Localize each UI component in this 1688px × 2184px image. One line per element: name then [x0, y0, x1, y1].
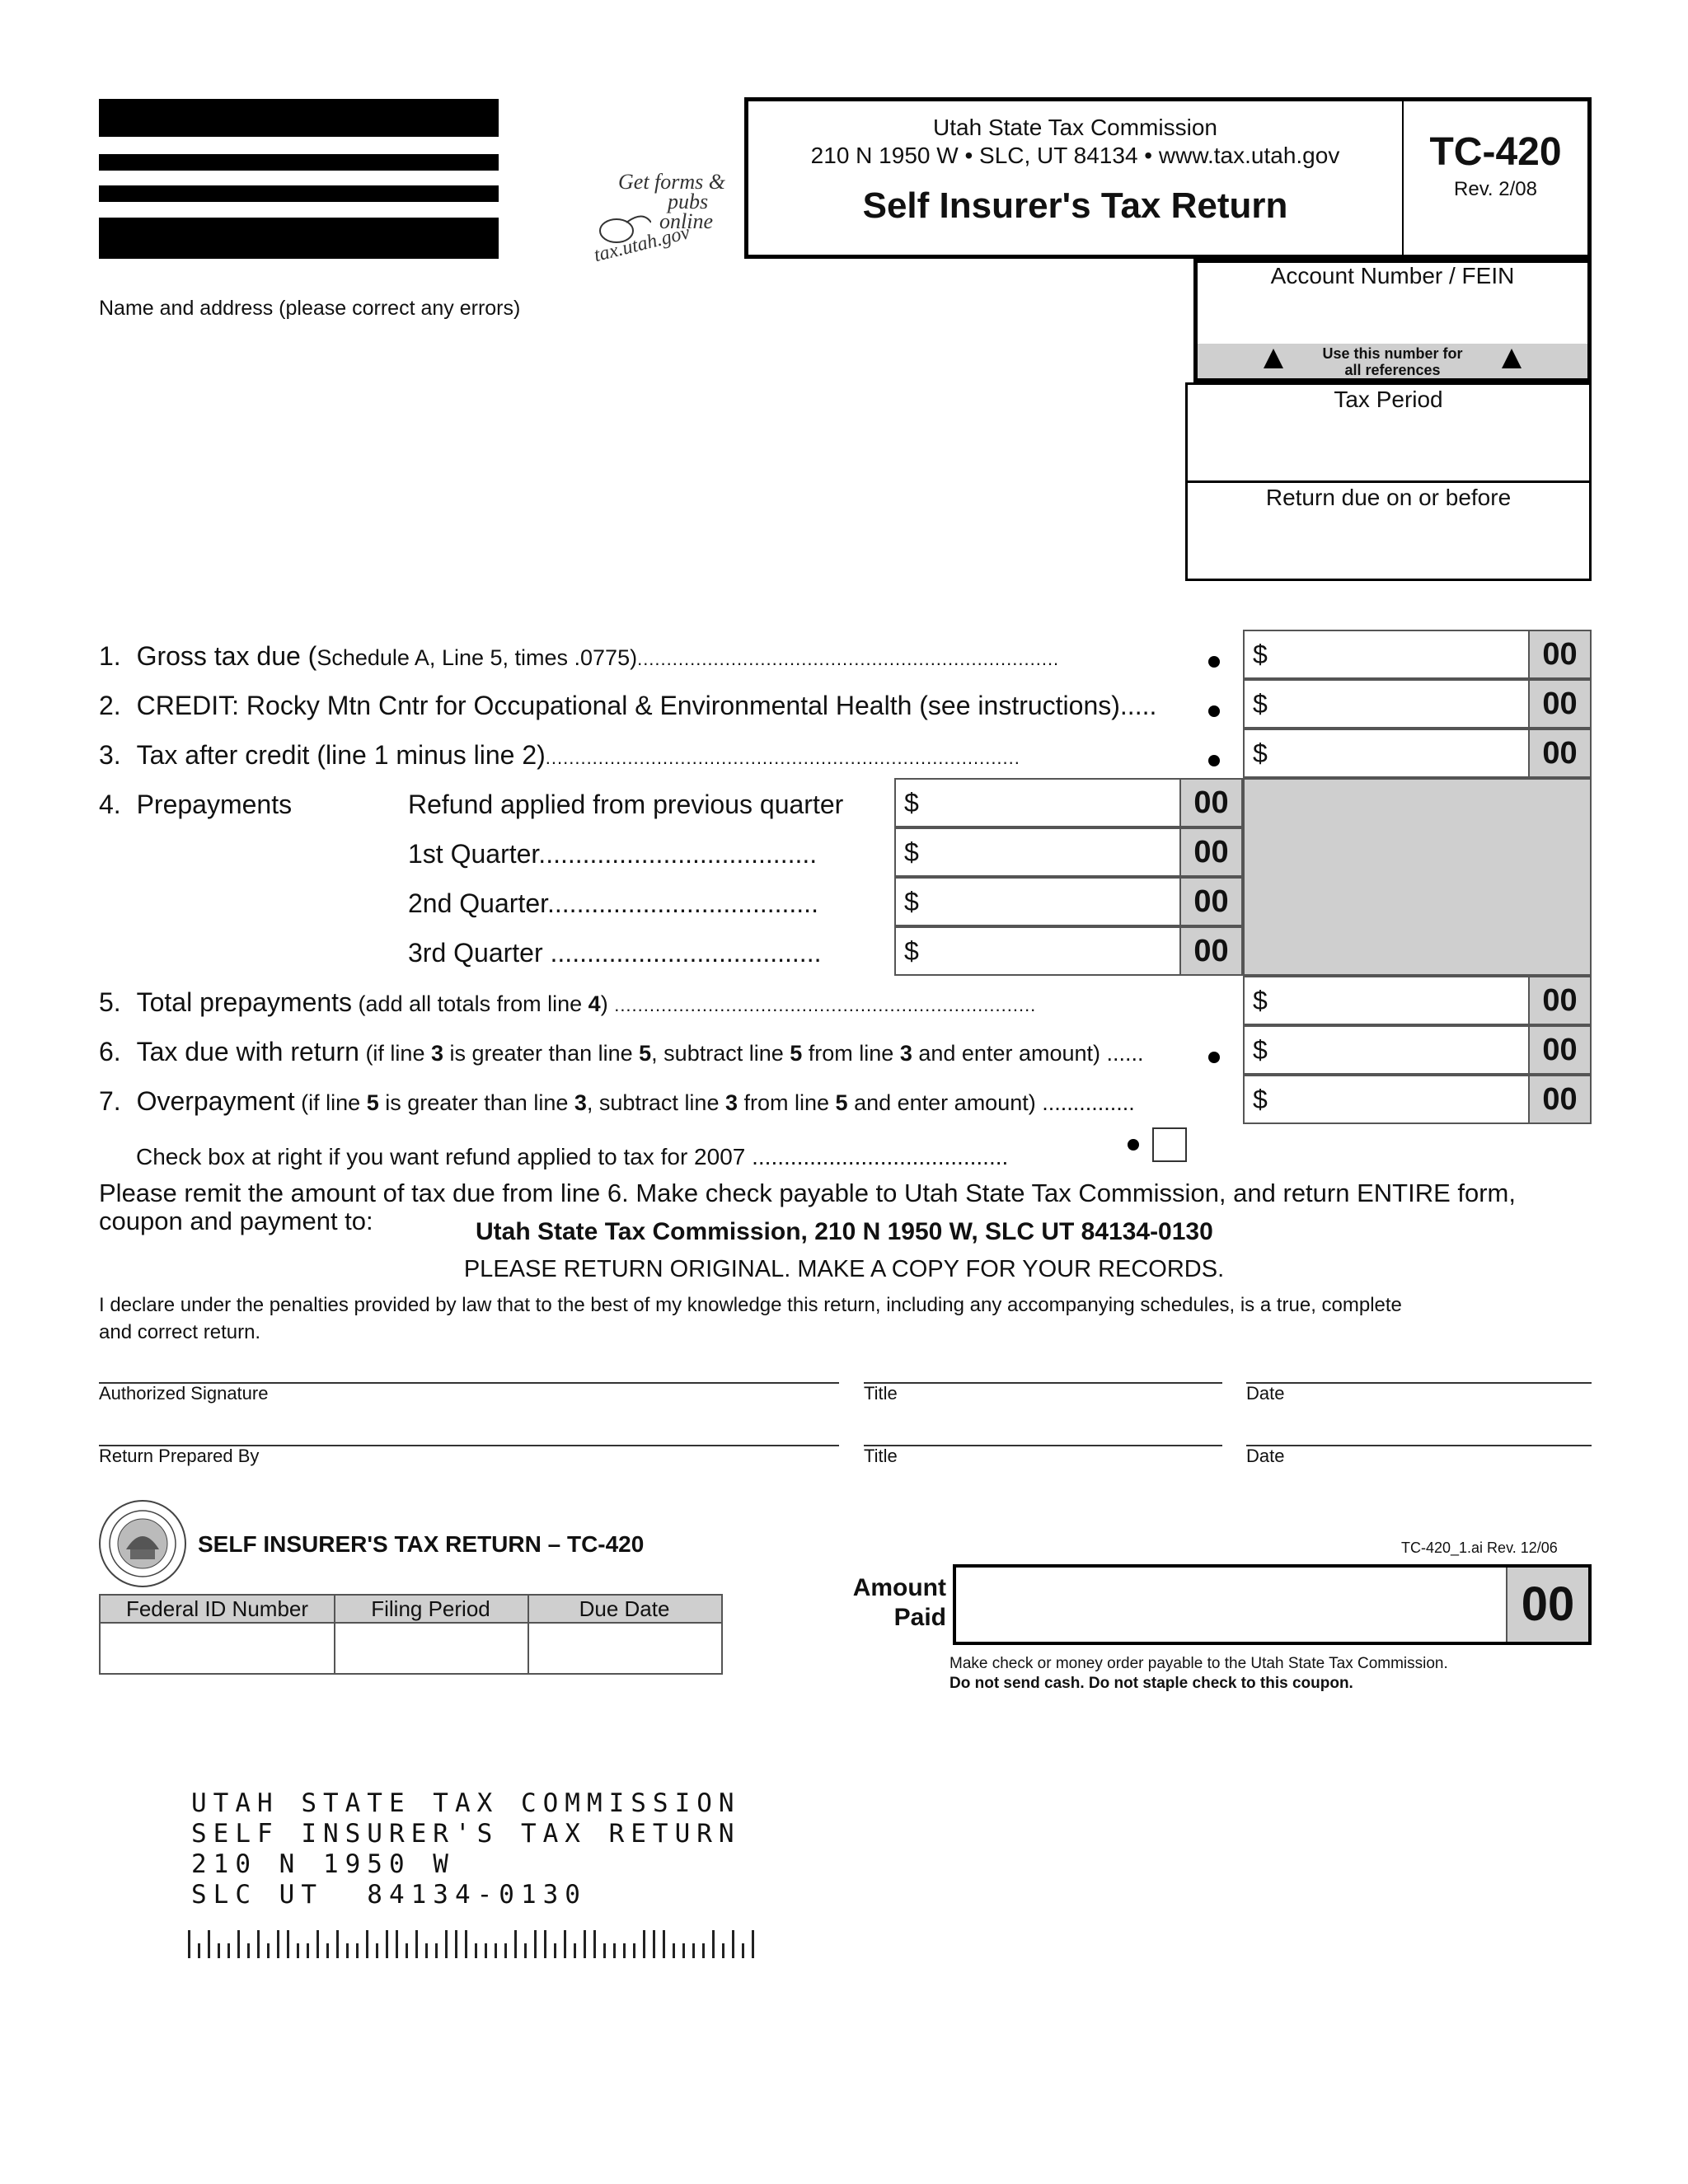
- line-6-b3: 5: [790, 1041, 803, 1066]
- line-5-dots: ........................................................................: [614, 995, 1037, 1015]
- prepay-row-q1-cents: 00: [1179, 829, 1241, 875]
- promo-line1: Get forms &: [618, 170, 725, 194]
- barcode-bar: [475, 1943, 477, 1958]
- line-1-detail: Schedule A, Line 5, times .0775): [316, 645, 638, 670]
- line-3-dots: .................................................................................: [545, 748, 1020, 768]
- account-number-label: Account Number / FEIN: [1270, 263, 1515, 288]
- line-6-t3: , subtract line: [651, 1041, 790, 1066]
- coupon-title: SELF INSURER'S TAX RETURN – TC-420: [198, 1531, 645, 1557]
- line-2-cents: 00: [1528, 681, 1590, 727]
- line-1-num: 1.: [99, 641, 121, 671]
- barcode-bar: [504, 1943, 507, 1958]
- state-seal-icon: [97, 1498, 188, 1589]
- prepay-row-q1-amount[interactable]: [894, 827, 1243, 877]
- line-7-dollar: $: [1253, 1085, 1268, 1114]
- line-5-num: 5.: [99, 987, 121, 1017]
- barcode-bar: [613, 1943, 616, 1958]
- barcode-bar: [415, 1930, 418, 1958]
- refund-checkbox-label: Check box at right if you want refund applied to tax for 2007 ........................................: [136, 1144, 1009, 1169]
- barcode-bar: [524, 1943, 527, 1958]
- line-4-label: Prepayments: [136, 790, 293, 819]
- account-note-line2: all references: [1344, 362, 1441, 378]
- line-6-b4: 3: [899, 1041, 912, 1066]
- line-7-t3: , subtract line: [586, 1090, 725, 1115]
- barcode-bar: [366, 1930, 368, 1958]
- prepayment-shade: [1243, 778, 1592, 976]
- line-3-amount[interactable]: [1243, 729, 1592, 778]
- address-bar-2: [99, 154, 499, 171]
- amount-paid-label-2: Paid: [893, 1604, 946, 1631]
- line-6-bullet: [1208, 1052, 1220, 1063]
- prepay-row-refund-cents: 00: [1179, 780, 1241, 826]
- mail-address-line1: UTAH STATE TAX COMMISSION: [191, 1788, 741, 1818]
- coupon-divider-2: [528, 1596, 529, 1673]
- amount-paid-box[interactable]: [953, 1564, 1592, 1645]
- title-label-1: Title: [864, 1383, 898, 1404]
- barcode-bar: [732, 1930, 734, 1958]
- barcode-bar: [465, 1930, 467, 1958]
- line-6-b2: 5: [639, 1041, 652, 1066]
- title-line-2[interactable]: [864, 1445, 1222, 1446]
- prepay-row-refund-amount[interactable]: [894, 778, 1243, 827]
- barcode-bar: [227, 1943, 230, 1958]
- amount-paid-label-1: Amount: [852, 1574, 946, 1601]
- up-arrow-right-icon: [1502, 349, 1522, 368]
- prepay-row-q1-dollar: $: [904, 837, 919, 867]
- barcode-bar: [425, 1943, 428, 1958]
- line-3-bullet: [1208, 755, 1220, 766]
- name-address-label: Name and address (please correct any errors): [99, 297, 521, 320]
- barcode-bar: [603, 1943, 606, 1958]
- prepay-row-q2-dollar: $: [904, 887, 919, 916]
- line-5-detail-a: (add all totals from line: [352, 991, 588, 1016]
- barcode-bar: [198, 1943, 200, 1958]
- line-6-num: 6.: [99, 1037, 121, 1066]
- barcode-bar: [445, 1930, 448, 1958]
- barcode-bar: [623, 1943, 626, 1958]
- line-1-dots: ........................................................................: [637, 649, 1060, 669]
- prepay-row-q2-cents: 00: [1179, 879, 1241, 925]
- prepay-row-q3-label: 3rd Quarter .....................................: [408, 938, 822, 968]
- barcode-bar: [376, 1943, 378, 1958]
- line-7-detail: [295, 1090, 1135, 1115]
- tax-period-label: Tax Period: [1334, 387, 1443, 412]
- line-6-amount[interactable]: [1243, 1025, 1592, 1075]
- prepay-row-q2-amount[interactable]: [894, 877, 1243, 926]
- line-4-num: 4.: [99, 790, 121, 819]
- barcode-bar: [692, 1943, 695, 1958]
- line-6-t4: from line: [802, 1041, 900, 1066]
- line-7-b4: 5: [835, 1090, 848, 1115]
- barcode-bar: [574, 1943, 576, 1958]
- barcode-bar: [247, 1943, 250, 1958]
- header-left: [748, 101, 1404, 255]
- line-2-num: 2.: [99, 691, 121, 720]
- barcode-bar: [682, 1943, 685, 1958]
- mail-address-line4: SLC UT 84134-0130: [191, 1880, 587, 1910]
- postal-barcode: [188, 1929, 765, 1961]
- barcode-bar: [356, 1943, 359, 1958]
- promo-logo: [577, 170, 742, 277]
- line-6-t5: and enter amount) ......: [912, 1041, 1144, 1066]
- line-6-cents: 00: [1528, 1027, 1590, 1073]
- date-label-1: Date: [1246, 1383, 1285, 1404]
- barcode-bar: [455, 1930, 457, 1958]
- return-due-label: Return due on or before: [1265, 485, 1512, 510]
- barcode-bar: [564, 1930, 566, 1958]
- agency-address: 210 N 1950 W • SLC, UT 84134 • www.tax.utah.gov: [810, 143, 1340, 168]
- prepay-row-q2-label: 2nd Quarter.....................................: [408, 888, 818, 918]
- prepay-row-q1-label: 1st Quarter......................................: [408, 839, 818, 869]
- line-6-label: Tax due with return: [136, 1037, 359, 1066]
- title-label-2: Title: [864, 1446, 898, 1466]
- coupon-table: [99, 1594, 723, 1675]
- line-6-t1: (if line: [359, 1041, 431, 1066]
- line-1-label: Gross tax due (: [136, 641, 317, 671]
- line-2-bullet: [1208, 705, 1220, 717]
- coupon-col-due-date: Due Date: [579, 1596, 670, 1621]
- barcode-bar: [237, 1930, 240, 1958]
- remit-line2: coupon and payment to:: [99, 1207, 373, 1235]
- coupon-col-federal-id: Federal ID Number: [125, 1596, 309, 1621]
- barcode-bar: [663, 1930, 665, 1958]
- barcode-bar: [208, 1930, 210, 1958]
- barcode-bar: [267, 1943, 270, 1958]
- barcode-bar: [346, 1943, 349, 1958]
- barcode-bar: [406, 1943, 408, 1958]
- barcode-bar: [277, 1930, 279, 1958]
- declaration-line1: I declare under the penalties provided by law that to the best of my knowledge this return, including any accompanying schedules, is a true, complete: [99, 1294, 1402, 1316]
- line-7-cents: 00: [1528, 1076, 1590, 1122]
- return-due-box[interactable]: [1185, 480, 1592, 581]
- line-7-t5: and enter amount) ...............: [847, 1090, 1135, 1115]
- form-header: [744, 97, 1592, 259]
- line-6-t2: is greater than line: [443, 1041, 640, 1066]
- barcode-bar: [307, 1943, 309, 1958]
- barcode-bar: [326, 1943, 329, 1958]
- barcode-bar: [673, 1943, 675, 1958]
- mail-address-line3: 210 N 1950 W: [191, 1849, 455, 1879]
- line-7-b3: 3: [724, 1090, 738, 1115]
- barcode-bar: [584, 1930, 586, 1958]
- line-5-dollar: $: [1253, 986, 1268, 1015]
- line-4: [99, 790, 292, 820]
- barcode-bar: [752, 1930, 754, 1958]
- line-2-label: CREDIT: Rocky Mtn Cntr for Occupational & Environmental Health (see instructions).....: [136, 691, 1157, 720]
- barcode-bar: [435, 1943, 438, 1958]
- mail-address-line2: SELF INSURER'S TAX RETURN: [191, 1819, 741, 1849]
- line-3-cents: 00: [1528, 730, 1590, 776]
- account-note-band: [1198, 344, 1587, 378]
- barcode-bar: [653, 1930, 655, 1958]
- coupon-note-1: Make check or money order payable to the Utah State Tax Commission.: [950, 1655, 1448, 1672]
- prepay-row-q3-cents: 00: [1179, 928, 1241, 974]
- date-line-2[interactable]: [1246, 1445, 1592, 1446]
- barcode-bar: [316, 1930, 319, 1958]
- line-7-t2: is greater than line: [378, 1090, 574, 1115]
- address-bar-3: [99, 185, 499, 202]
- line-3: [99, 740, 1020, 771]
- barcode-bar: [722, 1943, 724, 1958]
- promo-line3: online: [659, 209, 713, 233]
- line-7-t1: (if line: [294, 1090, 367, 1115]
- line-6-detail: [359, 1041, 1144, 1066]
- title-line-1[interactable]: [864, 1382, 1222, 1384]
- prepared-by-label: Return Prepared By: [99, 1446, 260, 1466]
- barcode-bar: [534, 1930, 537, 1958]
- refund-bullet: [1128, 1139, 1139, 1151]
- barcode-bar: [218, 1943, 220, 1958]
- form-title: Self Insurer's Tax Return: [862, 185, 1288, 226]
- barcode-bar: [188, 1930, 190, 1958]
- agency-name: Utah State Tax Commission: [933, 115, 1217, 140]
- barcode-bar: [485, 1943, 487, 1958]
- barcode-bar: [514, 1930, 517, 1958]
- coupon-rev: TC-420_1.ai Rev. 12/06: [1401, 1540, 1558, 1556]
- line-7: [99, 1086, 1135, 1117]
- form-number: TC-420: [1429, 130, 1562, 174]
- date-line-1[interactable]: [1246, 1382, 1592, 1384]
- line-5-detail-b: ): [600, 991, 615, 1016]
- line-1: [99, 641, 1059, 672]
- coupon-note-2: Do not send cash. Do not staple check to this coupon.: [950, 1675, 1353, 1692]
- remit-address: Utah State Tax Commission, 210 N 1950 W, SLC UT 84134-0130: [476, 1218, 1213, 1245]
- barcode-bar: [287, 1930, 289, 1958]
- barcode-bar: [336, 1930, 339, 1958]
- prepay-row-q3-dollar: $: [904, 936, 919, 966]
- line-7-b1: 5: [366, 1090, 379, 1115]
- barcode-bar: [554, 1943, 556, 1958]
- prepay-row-q3-amount[interactable]: [894, 926, 1243, 976]
- line-5-cents: 00: [1528, 977, 1590, 1024]
- barcode-bar: [593, 1930, 596, 1958]
- barcode-bar: [396, 1930, 398, 1958]
- promo-line2: pubs: [668, 190, 709, 213]
- barcode-bar: [495, 1943, 497, 1958]
- prepay-row-refund-dollar: $: [904, 788, 919, 818]
- barcode-bar: [712, 1930, 715, 1958]
- date-label-2: Date: [1246, 1446, 1285, 1466]
- line-1-dollar: $: [1253, 640, 1268, 669]
- line-6-dollar: $: [1253, 1035, 1268, 1065]
- line-2-amount[interactable]: [1243, 679, 1592, 729]
- line-5-amount[interactable]: [1243, 976, 1592, 1025]
- line-2-dollar: $: [1253, 689, 1268, 719]
- line-6-b1: 3: [430, 1041, 443, 1066]
- line-7-t4: from line: [738, 1090, 836, 1115]
- line-1-amount[interactable]: [1243, 630, 1592, 679]
- remit-line1: Please remit the amount of tax due from line 6. Make check payable to Utah State Tax Commission, and return ENTIRE form,: [99, 1179, 1516, 1207]
- coupon-divider-1: [334, 1596, 335, 1673]
- line-1-bullet: [1208, 656, 1220, 668]
- barcode-bar: [702, 1943, 705, 1958]
- barcode-bar: [544, 1930, 546, 1958]
- barcode-bar: [297, 1943, 299, 1958]
- coupon-col-filing-period: Filing Period: [371, 1596, 490, 1621]
- declaration-line2: and correct return.: [99, 1321, 261, 1343]
- prepay-row-refund-label: Refund applied from previous quarter: [408, 790, 844, 819]
- authorized-signature-label: Authorized Signature: [99, 1383, 269, 1404]
- promo-url: tax.utah.gov: [592, 222, 692, 267]
- line-3-num: 3.: [99, 740, 121, 770]
- header-right: [1404, 101, 1587, 255]
- tax-period-box[interactable]: [1185, 382, 1592, 483]
- line-7-b2: 3: [574, 1090, 587, 1115]
- barcode-bar: [386, 1930, 388, 1958]
- line-5-label: Total prepayments: [136, 987, 353, 1017]
- account-note-line1: Use this number for: [1322, 345, 1463, 362]
- return-original-note: PLEASE RETURN ORIGINAL. MAKE A COPY FOR YOUR RECORDS.: [463, 1256, 1225, 1282]
- refund-checkbox[interactable]: [1152, 1127, 1187, 1162]
- address-bar-1: [99, 99, 499, 137]
- line-7-label: Overpayment: [136, 1086, 295, 1116]
- barcode-bar: [643, 1930, 645, 1958]
- line-5: [99, 987, 1036, 1018]
- line-3-label: Tax after credit (line 1 minus line 2): [136, 740, 546, 770]
- amount-paid-cents: 00: [1506, 1568, 1588, 1642]
- line-7-num: 7.: [99, 1086, 121, 1116]
- barcode-bar: [257, 1930, 260, 1958]
- barcode-bar: [633, 1943, 635, 1958]
- line-1-cents: 00: [1528, 631, 1590, 677]
- line-2: [99, 691, 1156, 721]
- form-revision: Rev. 2/08: [1454, 178, 1537, 200]
- line-3-dollar: $: [1253, 738, 1268, 768]
- line-6: [99, 1037, 1144, 1067]
- line-7-amount[interactable]: [1243, 1075, 1592, 1124]
- account-number-box[interactable]: [1193, 259, 1592, 382]
- barcode-bar: [742, 1943, 744, 1958]
- address-bar-4: [99, 218, 499, 259]
- line-5-bold-a: 4: [588, 991, 601, 1016]
